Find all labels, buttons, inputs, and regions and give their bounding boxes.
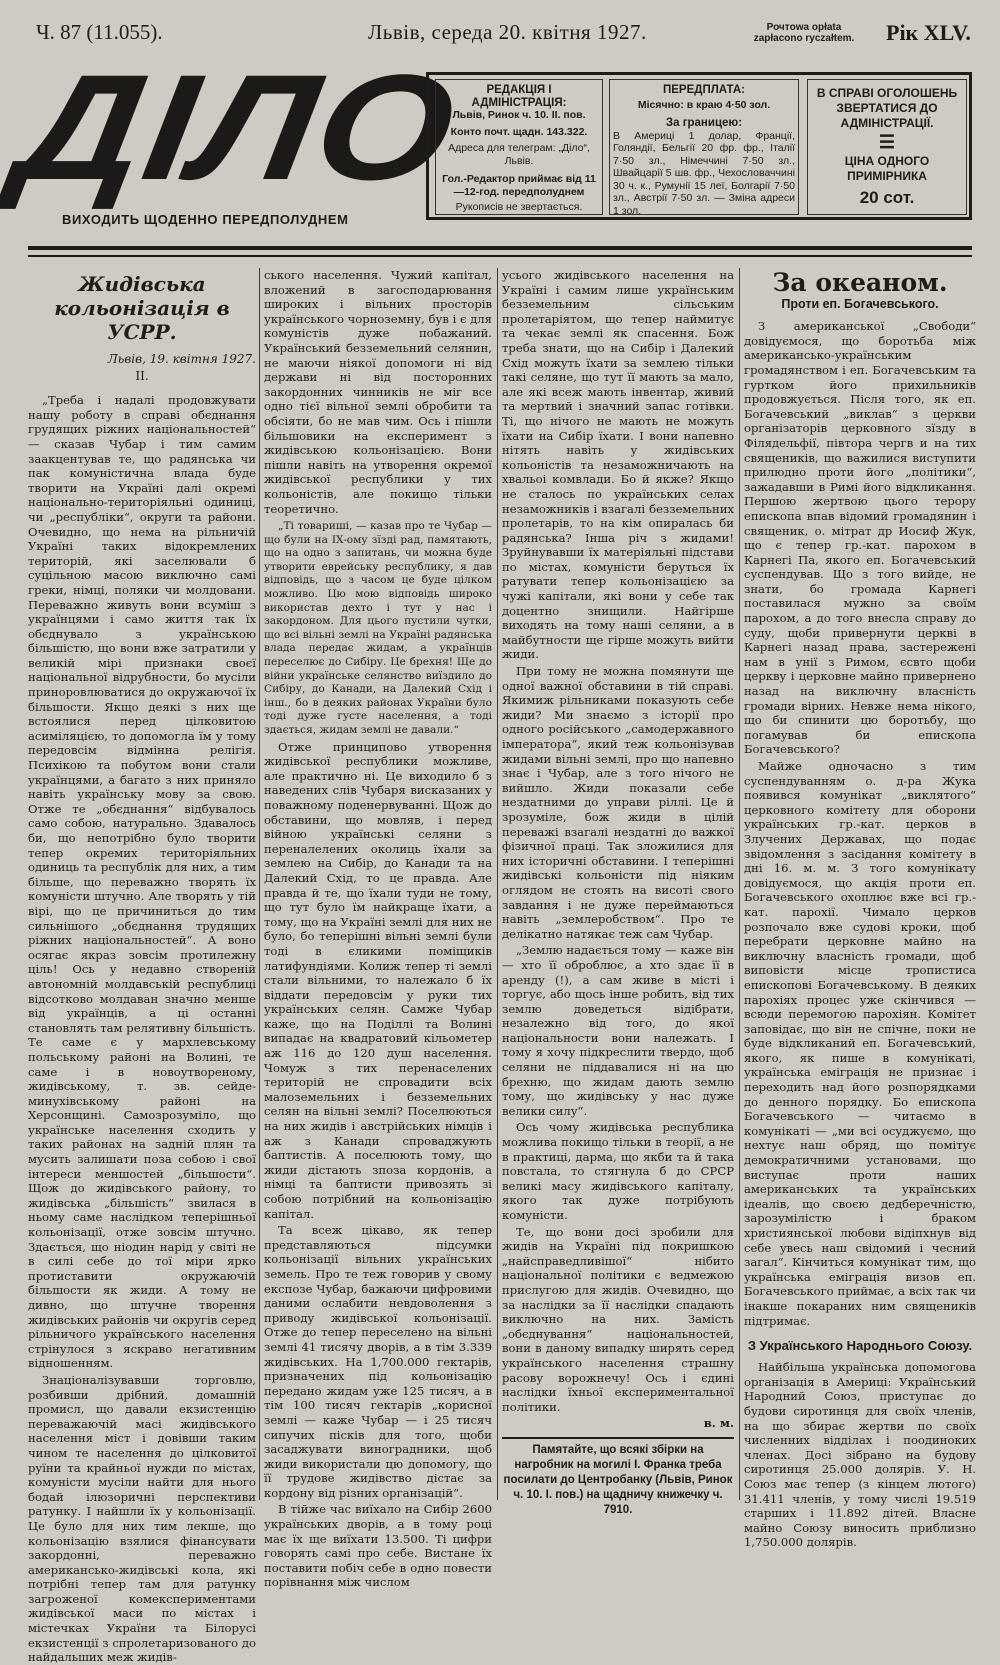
newspaper-logo <box>6 43 468 227</box>
article-paragraph: З американської „Свободи“ довідуємося, що боротьба між американсько-українським громадянством і еп. Богачевським та гуртком його прихильників продовжується. Після того, як еп. Богачевський „виклав“ з церкви організаторів церковного зїзду в Філядельфії, півтора чергв и на тих священиків, що важилися виступити прилюдно проти його „політики“, зажадавши в Римі його відкликання. Першою жертвою цього терору епископа впав відомий громадянин і священик, о. мітрат др Иосиф Жук, що є тепер гр.-кат. парохом в Карнегі Па, якого еп. Богачевський суспендував. Що з того вийде, не знати, бо громада Карнегі поставилася мужно за своїм парохом, а до того внесла справу до суду, щоби привернути церкві в Карнегі назад права, застережені нам в унії з Римом, єсвто щоби церкву і церковне майно привернено назад на виключну власність громади вірних. Невже нема нікого, що би спинити цю боротьбу, що погамував би епископа Богачевського? <box>744 319 976 757</box>
article-dateline: Львів, 19. квітня 1927. <box>107 352 256 366</box>
subscription-abroad-text: В Америці 1 долар, Франції, Голяндії, Бельгії 20 фр. фр., Італії 7·50 зл., Німеччині 7·50 зл., Швайцарії 5 шв. фр., Чехословаччині 30 ч. к., Румунії 15 леї, Болгарії 7·50 зл., Австрії 7·50 зл. — Зміна адреси 1 зол. <box>613 129 795 217</box>
column-3 <box>502 268 734 1516</box>
info-boxes <box>426 72 972 220</box>
editor-hours: Гол.-Редактор приймає від 11—12-год. передполуднем <box>442 173 596 198</box>
year-number: Рік XLV. <box>886 20 971 45</box>
article-paragraph: „Треба і надалі продовжувати нашу роботу в справі обєднання грудящих ріжних національностей“ — сказав Чубар і тим самим заакцентував те, що радянська чи пак комуністична влада буде творити на Україні далі окремі національно-територіяльні одиниці, чи „республіки“, округи та райони. Очевидно, що нема на рільничій Україні таких відокремлених територій, які заселювали б суцільною масою виключно самі греки, німці, поляки чи молдовани. Переважно живуть вони всуміш з українцями і само життя так їх обєднувало з українською більшістю, що вони вже затратили у великій мірі признаки своєї національної відрубности, бо мусіли приноровлюватися до окружаючої їх більшости. Якщо деякі з них ще встоялися перед цілковитою асиміляцією, то допомогла їм у тому передовсім відмінна релігія. Психікою та побутом вони стали українцями, а багато з них приняло навіть українську мову за свою. Отже те „обєднання“ відбувалось само собою, натурально. Здавалось би, що непотрібно було творити тепер окремих територіяльних одиниць та республік для них, а тим більше, що переважно творять їх комуністи штучно. Але творять у тій вірі, що це причиниться до тим сильнішого „обєднання трудящих ріжних національностей“. А воно осягає якраз зовсім протилежну ціль! Ось у недавно створеній автономній молдавській республиці відсотково молдаван значно менше від українців, а ці останні становлять там релятивну більшість. Те саме є у мархлевському польському районі на Волині, те саме і в новоутвореному, жидівському, т. зв. сейде-минухівському районі на Херсонщині. Самозрозуміло, що українське населення сходить у таких районах на задній плян та мусить залишати поза собою і свої інтереси меншостей „більшости“. Щож до жидівського району, то жидівська „більшість“ звилася в ньому саме наслідком теперішньої кольонізації, отже зовсім штучно. Здається, що ніодин нарід у світі не в силі себе до тої міри ярко протиставити окружаючій більшости як жиди. А тому не дивно, що штучне творення жидівських районів чи округів серед рільничого українського населення стрінулося з яскраво негативним відношенням. <box>28 393 256 1371</box>
article-paragraph: Отже принципово утворення жидівської республики можливе, але практично ні. Це виходило б з наведених слів Чубаря висказаних у поважному поденервуванні. Щож до обставини, що мовляв, і перед війною українські селяни з переналелених околиць їхали за землею на Сибір, до Канади та на Далекий Схід, то це правда. Але правда й те, що їхали туди не тому, що тут було їм найкраще їхати, а тому, що на Україні землі для них не було, бо теперішні вільні землі були тоді в єликими поміщиків латифундіями. Колиж тепер ті землі стали вільними, то належало б їх віддати передовсім у руки тих українських селян. Самже Чубар каже, що на Поділлі та Волині випадає на квадратовий кільометер аж 116 до 120 душ населення. Чомуж з тих перенаселених територій не спровадити всіх малоземельних і безземельних селян на вільні землі? Поселюються на них жидів і австрійських німців і аж з Канади спроваджують баптистів. А поселюють тому, що жиди дістають зпоза кордонів, а німці та баптисти привозять зі собою потрібний на кольонізацію капітал. <box>264 739 492 1221</box>
newspaper-subtitle: ВИХОДИТЬ ЩОДЕННО ПЕРЕДПОЛУДНЕМ <box>62 212 349 227</box>
subscription-box <box>609 79 799 215</box>
column-divider <box>739 268 740 1500</box>
ads-box <box>807 79 967 215</box>
manuscripts-note: Рукописів не звертається. <box>455 201 583 213</box>
column-1 <box>28 268 256 1665</box>
article-paragraph: В тійже час виїхало на Сибір 2600 українських дворів, а в тому році має їх ще виїхати 13.500. Ті цифри говорять самі про себе. Вистане їх поставити побіч себе в одно повести порівнання між числом <box>264 1502 492 1590</box>
masthead <box>6 43 972 227</box>
section-headline: За океаном. <box>772 268 948 297</box>
article-paragraph: усього жидівського населення на Україні і самим лише українським безземельним сільським пролетаріятом, що тепер наймитує та чекає землі як спасення. Бож треба знати, що на Сибір і Далекий Схід можуть їхати за землею тільки такі селяне, що тут її мають за мало, але які всеж мають інвентар, живий та мертвий і значний запас готівки. Ті, що нічого не мають не можуть їхати на Сибір їхати. І вони напевно нітять навіть у жидівських кольоністів та незаможничають на хвальоі комвлади. Бо й якже? Якщо не сталось по українських селах незаможників і взагалі безземельних пролетарів, то на кім опиралась би радянська? Іншa річ з жидами! Зруйнувавши їх матеріяльні підстави по містах, комуністи беруться їх ратувати тепер кольонізацією за чужі капітали, які вони у себе так доцентно знищили. Найгірше виходять на тому наші селяни, а в майбутности ще гірше можуть вийти жиди. <box>502 268 734 662</box>
column-2 <box>264 268 492 1590</box>
article-paragraph: Та всеж цікаво, як тепер представляються підсумки кольонізації вільних українських земель. Про те теж говорив у свому експозе Чубар, бажаючи цифровими даними ослабити невдоволення з приводу жидівської кольонізації. Отже до тепер переселено на вільні землі 41 тисячу дворів, а в тім 3.339 жидівських. На 1,700.000 гектарів, призначених під кольонізацію передано жидам уже 125 тисяч, а в тім 100 тисяч гектарів „корисної землі — каже Чубар — і 25 тисяч сипучих пісків для того, щоби засаджувати виноградники, щоб жиди використали цю допомогу, що її трудове жидівство дістає за кордону від різних організацій“. <box>264 1223 492 1500</box>
postal-account: Конто почт. щадн. 143.322. <box>450 125 588 138</box>
masthead-rule-thick <box>28 246 972 250</box>
franko-notice: Памятайте, що всякі збірки на нагробник на могилі І. Франка треба посилати до Центробанку (Львів, Ринок ч. 10. І. пов.) на щадничу книжечку ч. 7910. <box>502 1437 734 1518</box>
section-subheading: З Українського Народнього Союзу. <box>747 1338 973 1354</box>
subscription-heading: ПЕРЕДПЛАТА: <box>663 84 745 96</box>
editorial-address: Львів, Ринок ч. 10. II. пов. <box>452 109 586 121</box>
ads-text: В СПРАВІ ОГОЛОШЕНЬ ЗВЕРТАТИСЯ ДО АДМІНІСТРАЦІЇ. <box>816 86 958 130</box>
article-paragraph: Те, що вони досі зробили для жидів на Україні під покришкою „найсправедливішої“ нібито національної політики є ведмежою прислугою для жидів. Очевидно, що за наслідки за її наслідки спадають виключно на них. Замість „обєднування“ національностей, вони в даному випадку ширять серед українського населення страшну расову ворожнечу! Ось і єдині наслідки їхньої експериментальної політики. <box>502 1224 734 1414</box>
article-paragraph: Найбільша українська допомогова організація в Америці: Український Народний Союз, приступає до будови сиротинця для своїх членів, на що збирає жертви по своїх численних відділах і поодиноких членах. Досі зібрано на будову сиротинця 25.000 долярів. У. Н. Союз має тепер (з кінцем лютого) 31.411 членів, у тому числі 19.519 старших і 11.892 дітей. Власне майно Союзу виносить приблизно 1,750.000 долярів. <box>744 1360 976 1550</box>
newspaper-title: ДІЛО <box>6 43 468 211</box>
article-paragraph: ського населення. Чужий капітал, вложений в загосподарювання широких і вільних просторів українського чорноземну, був і є для комуністів дуже побажаний. Український безземельний селянин, не маючи ніякої допомоги ні від держави ні від посторонних закордонних чинників не міг все одно тієї вільної землі обробити та обсіяти, бо не мав чим. Ось і пішли більшовики на експеримент з жидівською кольонізацією. Вони пішли навіть на утворення окремої жидівської республики у тих кольоністів, але покищо тільки теоретично. <box>264 268 492 516</box>
telegram-address: Адреса для телеграм: „Діло“, Львів. <box>448 142 590 167</box>
editorial-heading: РЕДАКЦІЯ І АДМІНІСТРАЦІЯ: <box>471 84 567 109</box>
article-part: II. <box>135 368 149 383</box>
section-subheadline: Проти еп. Богачевського. <box>781 296 939 311</box>
price-value: 20 сот. <box>859 188 915 207</box>
article-paragraph: Знаціоналізувавши торговлю, розбивши дрібний, домашній промисл, що давали екзистенцію переважаючій масі жидівського населення міст і довівши таким чином те населення до цілковитої руїни та крайньої нужди по містах, комуністи мусіли найти для нього бодай ілюзоричні перспективи ратунку. І найшли їх у кольонізації. Це було для них тим лекше, що кольонізацію взялися фінансувати закордонні, переважно американсько-жидівські кола, які потрібні тепер там для ратунку загроженої комекспериментами жидівської маси по містах і містечках України та Білорусі екзистенції з спролетаризованого до найдальших меж жидів- <box>28 1372 256 1665</box>
article-paragraph: Ось чому жидівська республика можлива покищо тільки в теорії, а не в практиці, дарма, що якби та й така повстала, то стягнула б до СРСР великі масу жидівського капіталу, якого так дуже потрібують комуністи. <box>502 1120 734 1222</box>
masthead-rule-thin <box>28 255 972 257</box>
postage-note: Рочтowa opłata zapłacono ryczałtem. <box>753 22 855 44</box>
article-quote: „Землю надається тому — каже він — хто її оброблює, а хто здає її в аренду (!), а сам живе в місті і торгує, або щось інше робить, від тих землю доведеться відібрати, незалежно від того, до якої національности вони належать. І тому я хочу підкреслити твердо, щоб селяни не піддавалися ні на цю брехню, що жидам дають землю тому, що жидівську у нас дуже велики силу“. <box>502 943 734 1118</box>
editorial-box <box>435 79 603 215</box>
column-divider <box>259 268 260 1500</box>
article-paragraph: При тому не можна помянути ще одної важної обставини в тій справі. Якимиж рільниками показують себе жиди? Ми знаємо з історії про одного російського „самодержавного імператора“, який теж кольонізував жидами вільні землі, про що напевно знає і Чубар, але з того нічого не вийшло. Жиди показали себе нездатними до управи ріллі. Це й зрозуміле, бож жиди в цілій переважі взагалі нездатні до важкої фізичної праці. Так зложилися для них історичні обставини. І теперішні жидівські кольоністи під ніяким оглядом не стоять на висоті свого завдання і не дуже переймаються навіть „землеробством“. Про те делікатно натякає теж сам Чубар. <box>502 664 734 941</box>
column-4 <box>744 268 976 1550</box>
article-quote: „Ті товариші, — казав про те Чубар — що були на IX-ому зїзді рад, памятають, що на одно з запитань, чи можна буде утворити еврейську республику, я дав відповідь, що з часом це буде цілком можливо. Цю мою відповідь широко використав дехто і тут у нас і закордоном. Для цього пустили чутки, що всі вільні землі на Україні радянська влада передає жидам, а українців переселює до Сибіру. Це брехня! Ще до війни українське селянство виїздило до Сибіру, до Канади, на Далекий Схід і інш., бо в деяких районах України було тоді дуже густе населення, а тоді здається, жидам землі не давали.“ <box>264 520 492 736</box>
article-signature: в. м. <box>703 1416 734 1431</box>
price-label: ЦІНА ОДНОГО ПРИМІРНИКА <box>844 154 930 183</box>
article-paragraph: Майже одночасно з тим суспендуванням о. д-ра Жука появився комунікат „виклятого“ церковного комітету для оборони українських гр.-кат. церков в Злучених Державах, що подає звідомлення з засідання комітету в дні 16. м. м. З того комунікату довідуємося, що акція проти еп. Богачевського охоплює вже всі гр.-кат. парохії. Чимало церков розпочало вже судові кроки, щоб перебрати церковне майно на виключну власність громади, щоб виповісти місце тропистисa епископові Богачевському. В деяких парохіях процес уже скінчився — всюди перемогою парохіян. Комітет заповідає, що він не спічне, поки не буде відкликаний еп. Богачевський, якого, як пише в комунікаті, українська еміграція не признає і переходить над його розпорядками до денного порядку. Бо епископа Богачевського — читаємо в комунікаті — „ми всі осуджуємо, що нехтує наш обряд, що помітує демократичними установами, що виступає проти наших американських та українських ідеалів, що своєю дедберечністю, зарозумілістю і браком християнської любови відіпхнув від себе увесь наш свідомий і чесний загал“. Кінчиться комунікат тим, що українська еміграція визов еп. Богачевського приймає, а всіх так чи інакше покараних ним священиків підтримає. <box>744 759 976 1328</box>
subscription-abroad-heading: За границею: <box>665 117 743 129</box>
subscription-monthly: Місячно: в краю 4·50 зол. <box>637 98 771 111</box>
column-divider <box>497 268 498 1500</box>
issue-number: Ч. 87 (11.055). <box>36 20 163 44</box>
article-headline: Жидівська кольонізація в УСРР. <box>54 272 230 344</box>
issue-date: Львів, середа 20. квітня 1927. <box>368 20 647 44</box>
divider-icon: ☰ <box>878 132 896 152</box>
